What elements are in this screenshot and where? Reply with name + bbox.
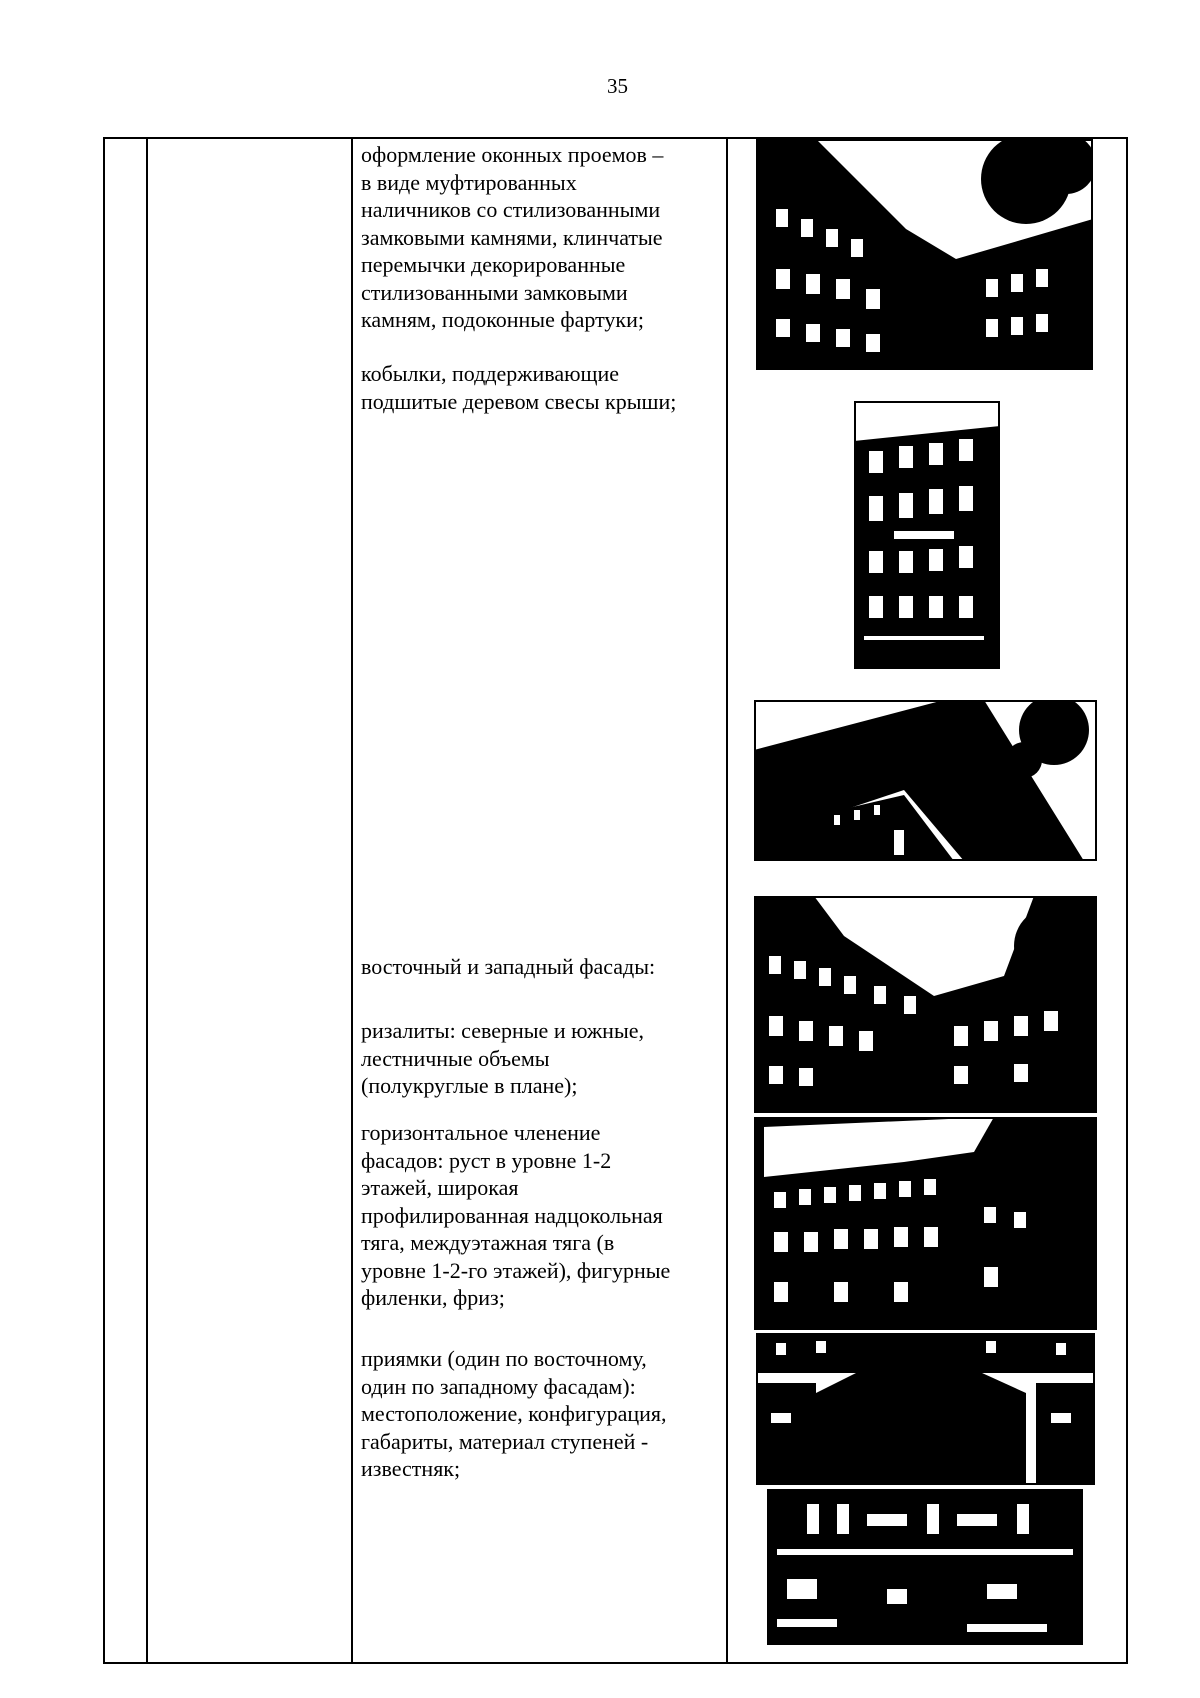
text-line: в виде муфтированных (361, 169, 577, 195)
text-block-risalits (361, 1017, 716, 1100)
pit-photo-2 (767, 1489, 1083, 1645)
text-line: филенки, фриз; (361, 1285, 505, 1310)
table-column-divider-3 (726, 137, 728, 1664)
pit-photo-1 (756, 1333, 1095, 1485)
text-line: один по западному фасадам): (361, 1373, 636, 1399)
text-block-east-west-facades (361, 953, 716, 981)
table-column-divider-1 (146, 137, 148, 1664)
text-line: приямки (один по восточному, (361, 1346, 647, 1371)
building-photo-1 (756, 139, 1093, 370)
building-photo-2 (854, 401, 1000, 669)
text-block-pits (361, 1345, 716, 1483)
text-line: горизонтальное членение (361, 1120, 601, 1145)
text-line: замковыми камнями, клинчатые (361, 224, 663, 250)
text-line: стилизованными замковыми (361, 279, 628, 305)
page-number: 35 (607, 74, 628, 98)
text-line: габариты, материал ступеней - (361, 1428, 649, 1454)
text-line: оформление оконных проемов – (361, 142, 664, 167)
table-border-right (1126, 137, 1128, 1664)
text-line: подшитые деревом свесы крыши; (361, 388, 677, 414)
text-line: профилированная надцокольная (361, 1202, 663, 1228)
text-line: камням, подоконные фартуки; (361, 307, 644, 332)
text-line: восточный и западный фасады: (361, 954, 656, 979)
text-line: наличников со стилизованными (361, 197, 661, 222)
text-line: известняк; (361, 1456, 461, 1481)
text-line: уровне 1-2-го этажей), фигурные (361, 1257, 671, 1283)
east-facade-photo (754, 896, 1097, 1113)
text-line: местоположение, конфигурация, (361, 1401, 667, 1426)
text-line: лестничные объемы (361, 1045, 550, 1071)
text-block-horizontal-division (361, 1119, 716, 1312)
roof-eaves-photo (754, 700, 1097, 861)
table-bottom-border (103, 1662, 1128, 1664)
text-line: этажей, широкая (361, 1175, 519, 1200)
text-block-roof-brackets (361, 360, 716, 415)
text-line: (полукруглые в плане); (361, 1073, 578, 1098)
table-border-left (103, 137, 105, 1664)
text-block-window-openings (361, 141, 716, 334)
text-line: перемычки декорированные (361, 252, 626, 277)
document-table (103, 137, 1128, 1664)
table-column-divider-2 (351, 137, 353, 1664)
text-line: тяга, междуэтажная тяга (в (361, 1230, 615, 1255)
west-facade-photo (754, 1117, 1097, 1330)
text-line: фасадов: руст в уровне 1-2 (361, 1147, 612, 1173)
text-line: ризалиты: северные и южные, (361, 1018, 645, 1043)
text-line: кобылки, поддерживающие (361, 361, 620, 386)
